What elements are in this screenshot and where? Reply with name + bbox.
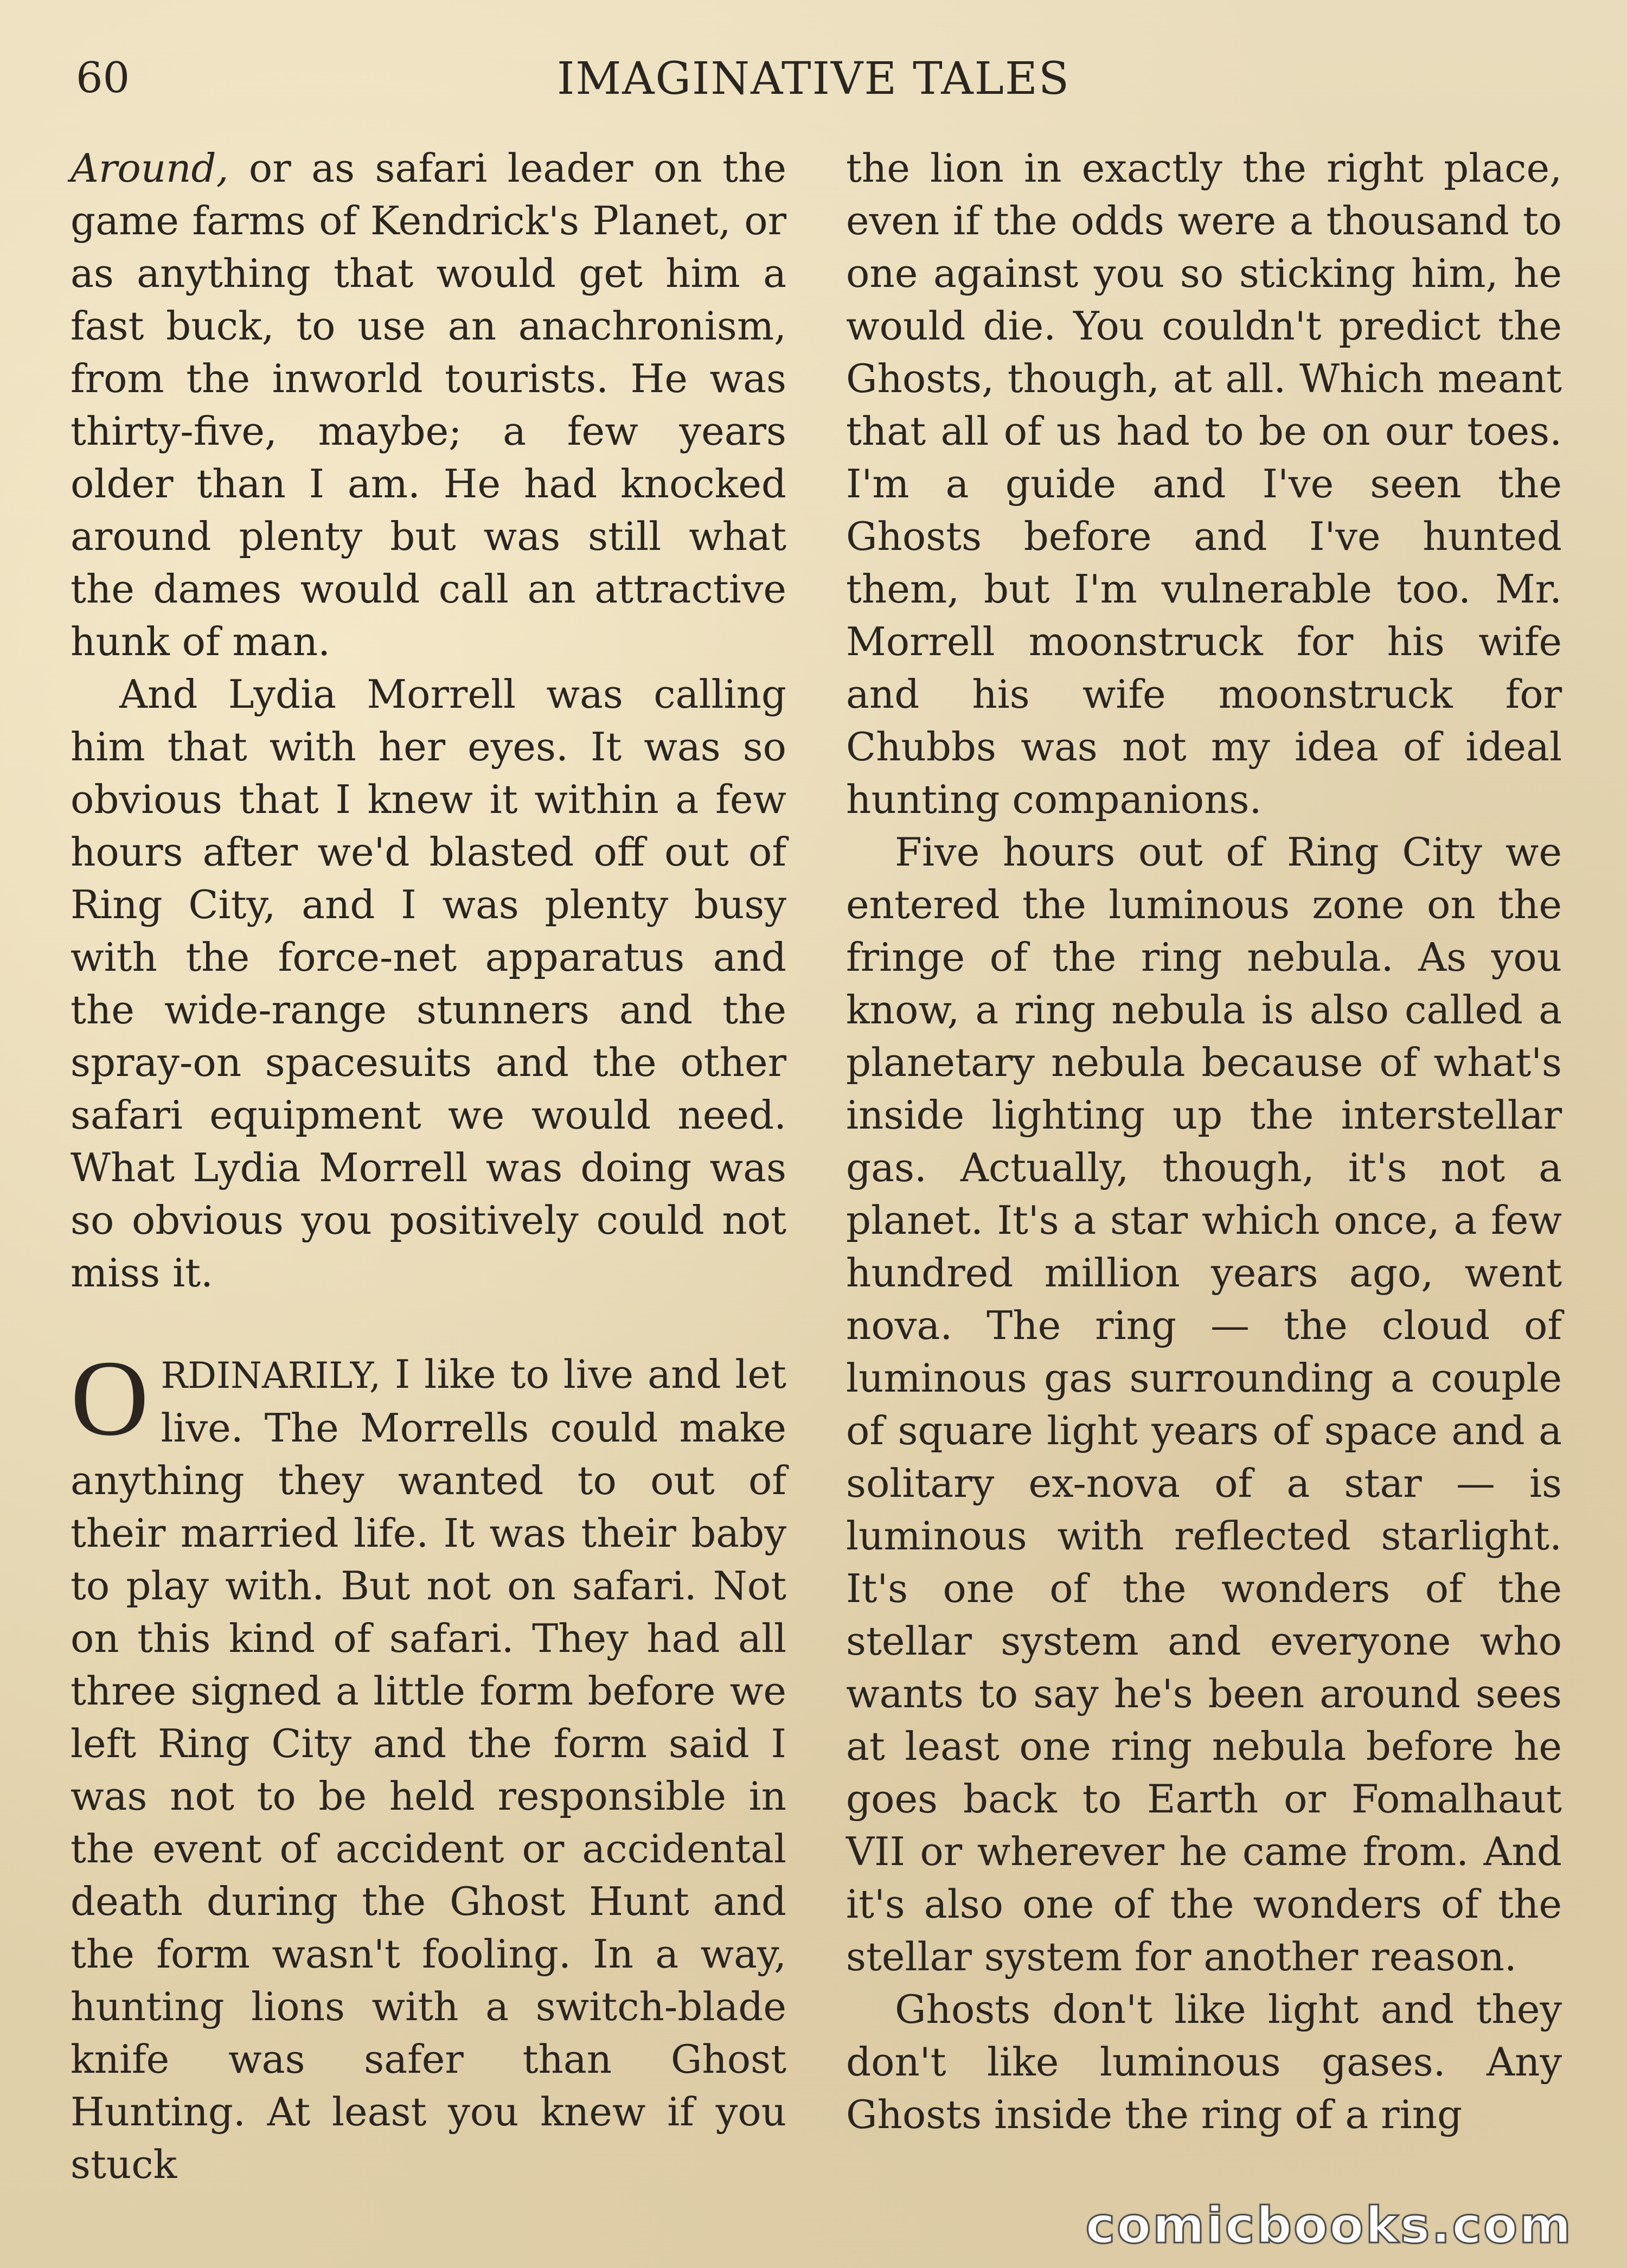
page-number: 60 [76,54,130,102]
paragraph-text: I like to live and let live. The Morrells could make anything they wanted to out of their married life. It was their baby to play with. But not on safari. Not on this kind of safari. They had all three signed a little form before we left Ring City and the form said I was not to be held responsible in the event of accident or accidental death during the Ghost Hunt and the form wasn't fooling. In a way, hunting lions with a switch-blade knife was safer than Ghost Hunting. At least you knew if you stuck [71,1351,786,2187]
watermark: comicbooks.com [1085,2196,1573,2254]
paragraph-text: or as safari leader on the game farms of Kendrick's Planet, or as anything that would get him a fast buck, to use an anachronism, from the inworld tourists. He was thirty-five, maybe; a few years older than I am. He had knocked around plenty but was still what the dames would call an attractive hunk of man. [71,145,786,664]
paragraph: Five hours out of Ring City we entered the luminous zone on the fringe of the ring nebula. As you know, a ring nebula is also called a planetary nebula because of what's inside lighting up the interstellar gas. Actually, though, it's not a planet. It's a star which once, a few hundred million years ago, went nova. The ring — the cloud of luminous gas surrounding a couple of square light years of space and a solitary ex-nova of a star — is luminous with reflected starlight. It's one of the wonders of the stellar system and everyone who wants to say he's been around sees at least one ring nebula before he goes back to Earth or Fomalhaut VII or wherever he came from. And it's also one of the wonders of the stellar system for another reason. [846,829,1562,1979]
small-caps-lead: RDINARILY, [161,1355,381,1396]
right-column [846,142,1562,2141]
paragraph [71,142,786,668]
italic-title: Around, [71,145,229,191]
left-column [71,142,786,2191]
paragraph: And Lydia Morrell was calling him that with her eyes. It was so obvious that I knew it within a few hours after we'd blasted off out of Ring City, and I was plenty busy with the force-net apparatus and the wide-range stunners and the spray-on spacesuits and the other safari equipment we would need. What Lydia Morrell was doing was so obvious you positively could not miss it. [71,671,786,1296]
paragraph: the lion in exactly the right place, even if the odds were a thousand to one against you so sticking him, he would die. You couldn't predict the Ghosts, though, at all. Which meant that all of us had to be on our toes. I'm a guide and I've seen the Ghosts before and I've hunted them, but I'm vulnerable too. Mr. Morrell moonstruck for his wife and his wife moonstruck for Chubbs was not my idea of ideal hunting companions. [846,145,1562,822]
section-opening-paragraph [71,1338,786,2191]
running-head: IMAGINATIVE TALES [556,53,1071,105]
page-header [71,52,1556,111]
drop-cap: O [71,1338,149,1458]
paragraph: Ghosts don't like light and they don't like luminous gases. Any Ghosts inside the ring of a ring [846,1987,1562,2137]
